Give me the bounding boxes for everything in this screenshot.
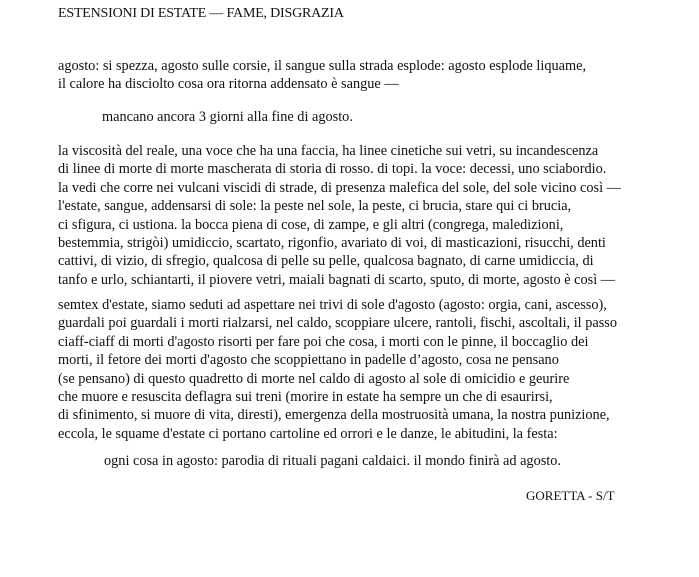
- indented-line-2: ogni cosa in agosto: parodia di rituali pagani caldaici. il mondo finirà ad agosto.: [104, 453, 561, 469]
- text-line: semtex d'estate, siamo seduti ad aspettare nei trivi di sole d'agosto (agosto: orgia, cani, ascesso),: [58, 297, 607, 313]
- signature: GORETTA - S/T: [526, 488, 615, 503]
- text-line: la viscosità del reale, una voce che ha una faccia, ha linee cinetiche sui vetri, su incandescenza: [58, 143, 599, 159]
- text-line: ci sfigura, ci ustiona. la bocca piena di cose, di zampe, e gli altri (congrega, maledizioni,: [58, 216, 564, 233]
- text-line: il calore ha disciolto cosa ora ritorna addensato è sangue —: [58, 76, 399, 93]
- paragraph-1: [58, 57, 586, 94]
- text-line: ciaff-ciaff di morti d'agosto risorti per fare poi che cosa, i morti con le pinne, il boccaglio dei: [58, 333, 589, 350]
- indented-line-1: mancano ancora 3 giorni alla fine di agosto.: [102, 109, 353, 125]
- text-line: cattivi, di vizio, di sfregio, qualcosa di pelle su pelle, qualcosa bagnato, di carne umidiccia, di: [58, 253, 594, 270]
- document-title: ESTENSIONI DI ESTATE — FAME, DISGRAZIA: [58, 6, 344, 21]
- paragraph-2: [58, 142, 621, 289]
- text-line: che muore e resuscita deflagra sui treni (morire in estate ha sempre un che di esaurirsi,: [58, 388, 553, 405]
- text-line: agosto: si spezza, agosto sulle corsie, il sangue sulla strada esplode: agosto esplode liquame,: [58, 58, 587, 74]
- text-line: (se pensano) di questo quadretto di morte nel caldo di agosto al sole di omicidio e geurire: [58, 370, 570, 387]
- text-line: guardali poi guardali i morti rialzarsi, nel caldo, scoppiare ulcere, rantoli, fischi, ascoltali, il passo: [58, 315, 617, 332]
- text-line: l'estate, sangue, addensarsi di sole: la peste nel sole, la peste, ci brucia, stare qui ci brucia,: [58, 198, 572, 215]
- text-line: la vedi che corre nei vulcani viscidi di strade, di presenza malefica del sole, del sole vicino così —: [58, 179, 621, 196]
- text-line: di linee di morte di morte mascherata di storia di rosso. di topi. la voce: decessi, uno sciabordio.: [58, 161, 607, 178]
- text-line: bestemmia, strigòi) umidiccio, scartato, rigonfio, avariato di voi, di masticazioni, risucchi, denti: [58, 234, 606, 251]
- paragraph-3: [58, 296, 617, 443]
- text-line: tanfo e urlo, schiantarti, il piovere vetri, maiali bagnati di scarto, sputo, di morte, agosto è così —: [58, 271, 616, 288]
- text-line: di sfinimento, si muore di vita, diresti), emergenza della mostruosità umana, la nostra punizione,: [58, 407, 610, 424]
- text-line: eccola, le squame d'estate ci portano cartoline ed orrori e le danze, le abitudini, la festa:: [58, 425, 558, 442]
- text-line: morti, il fetore dei morti d'agosto che scoppiettano in padelle d’agosto, cosa ne pensano: [58, 352, 559, 369]
